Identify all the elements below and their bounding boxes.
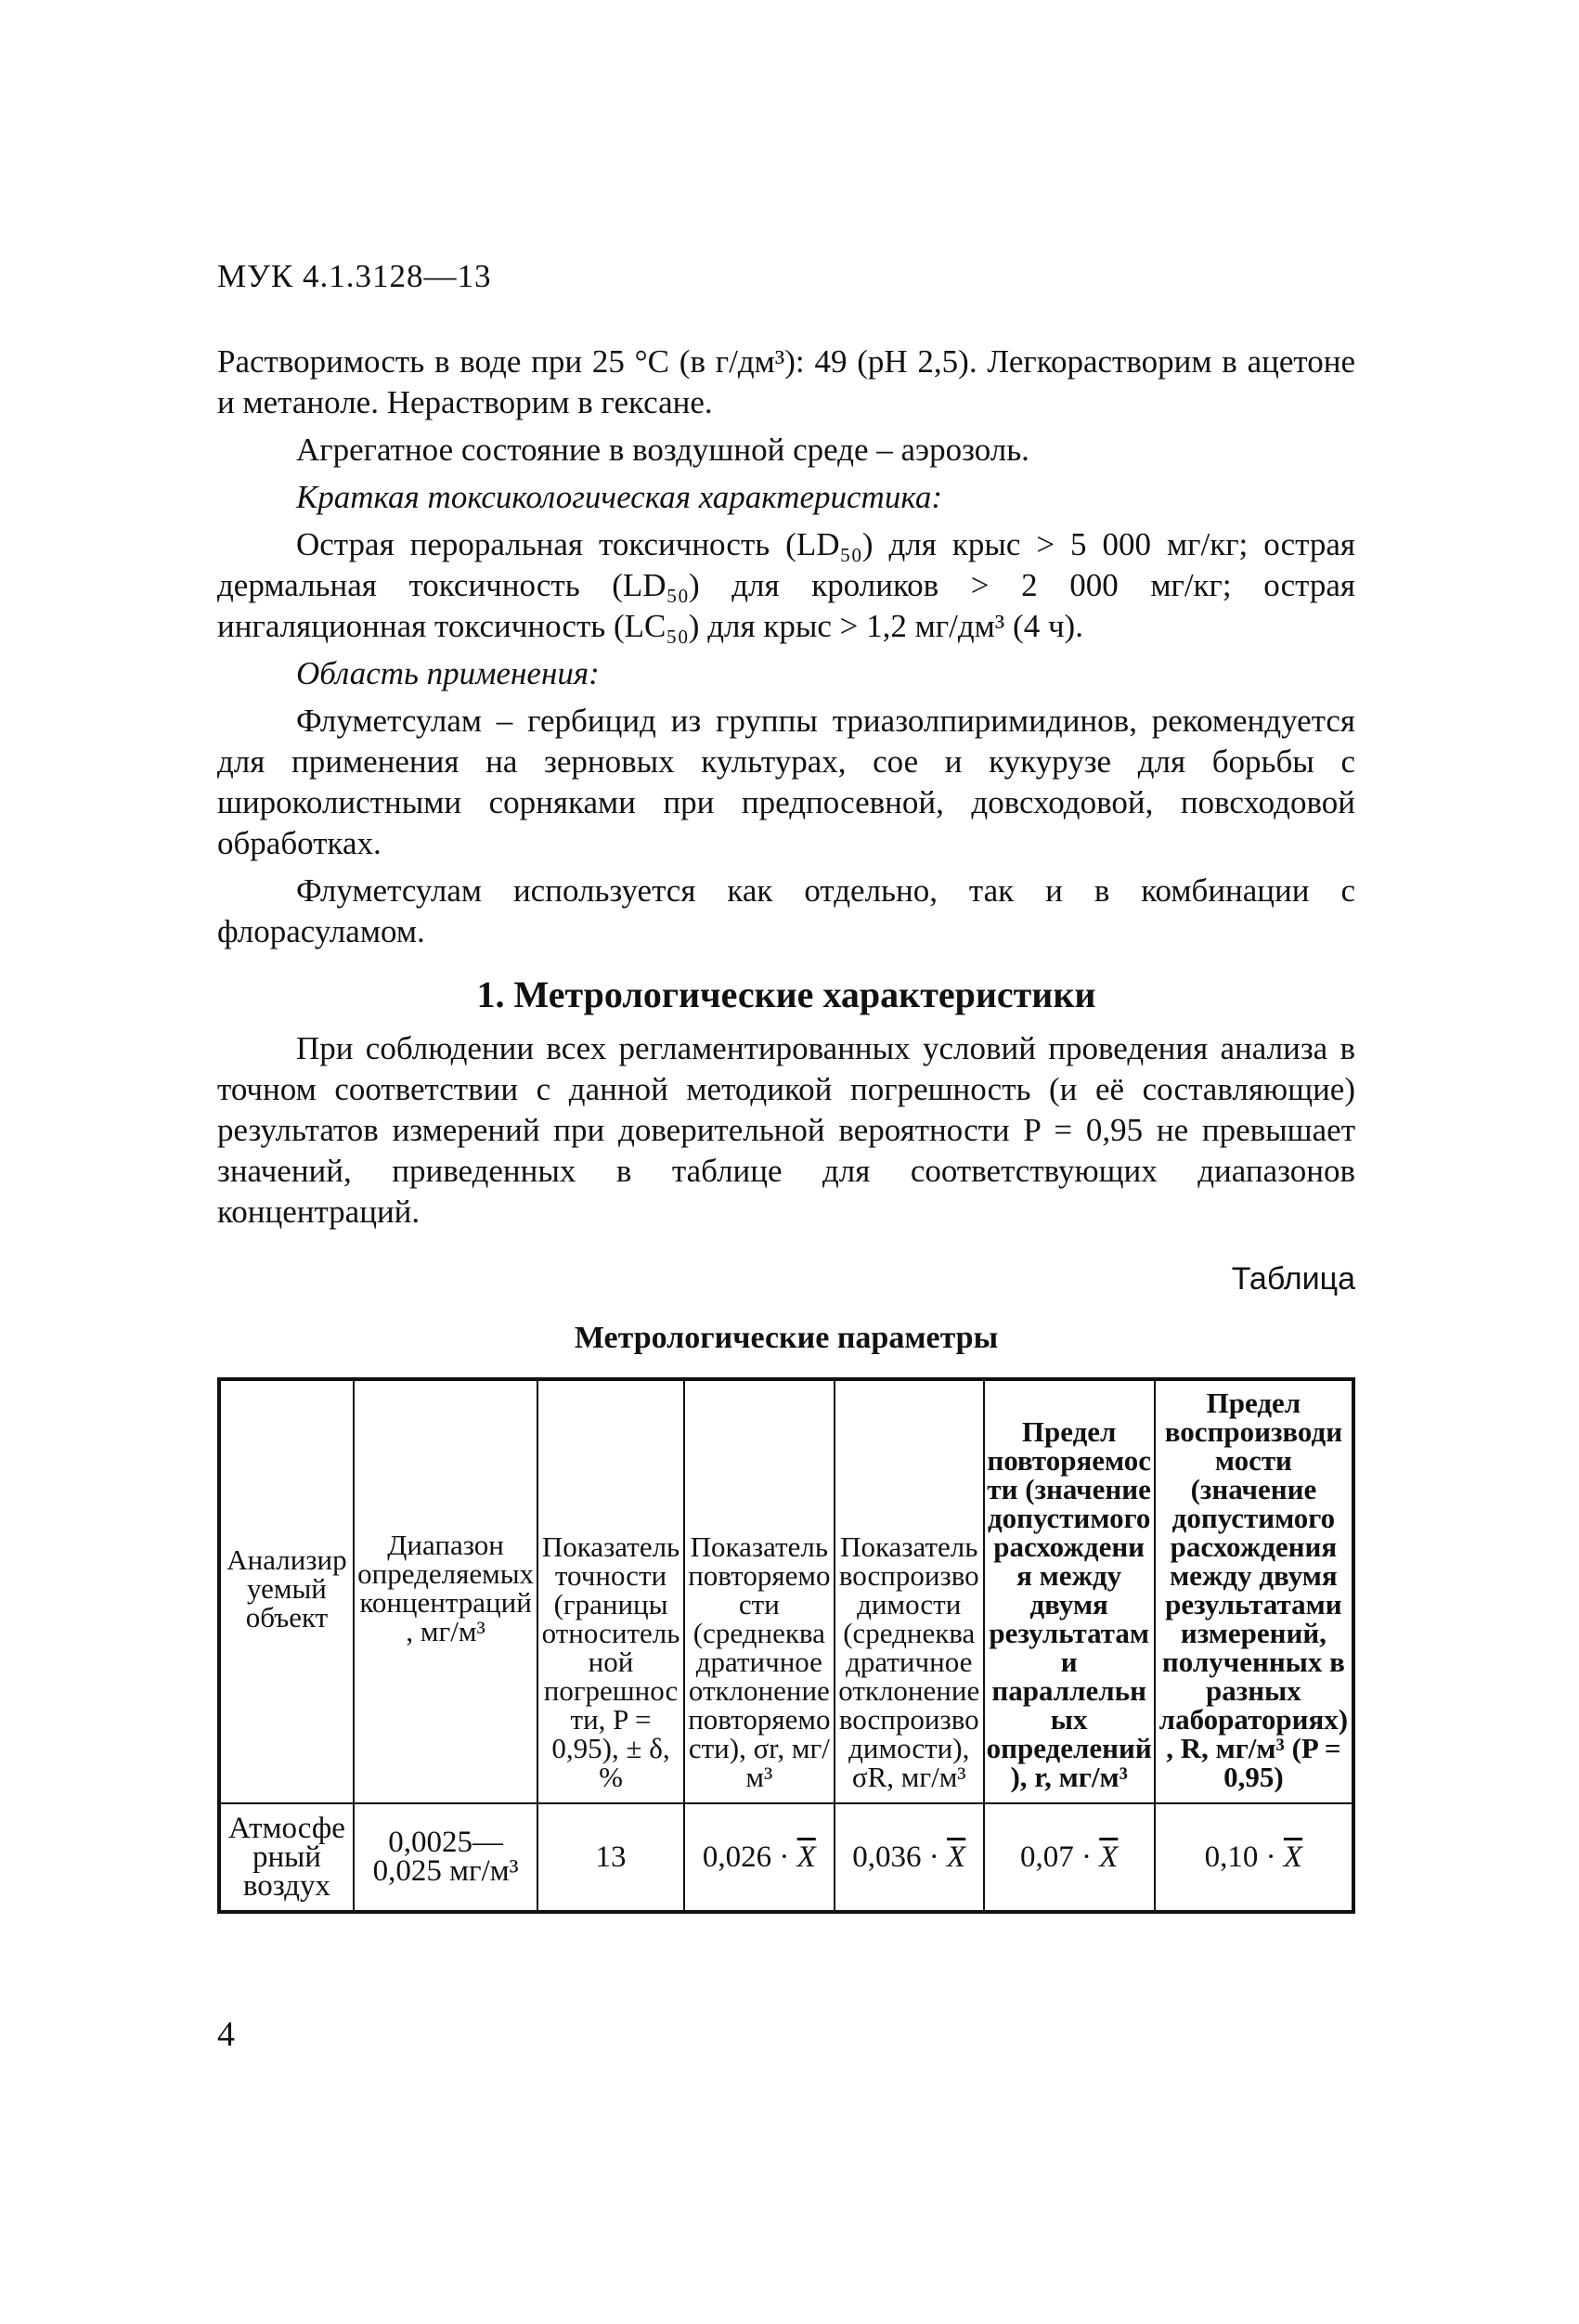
paragraph-combination: Флуметсулам используется как отдельно, так и в комбинации с флорасуламом. [217,872,1355,949]
coef: 0,036 · [852,1840,939,1874]
page-number: 4 [217,2015,235,2054]
metrology-table [217,1377,1355,1914]
paragraph-toxicity: Острая пероральная токсичность (LD₅₀) для крыс > 5 000 мг/кг; острая дермальная токсичность (LD₅₀) для кроликов > 2 000 мг/кг; острая ингаляционная токсичность (LC₅₀) для крыс > 1,2 мг/дм³ (4 ч). [217,526,1355,644]
cell-object: Атмосферный воздух [219,1803,354,1912]
coef: 0,07 · [1019,1840,1092,1874]
cell-repeatability-limit [984,1803,1155,1912]
paragraph-metrology: При соблюдении всех регламентированных условий проведения анализа в точном соответствии с данной методикой погрешность (и её составляющие) результатов измерений при доверительной вероятности P = 0,95 не превышает значений, приведенных в таблице для соответствующих диапазонов концентраций. [217,1030,1355,1230]
table-caption: Метрологические параметры [574,1321,999,1355]
mean-symbol: $\overline{X}$ [1283,1840,1303,1874]
cell-accuracy: 13 [537,1803,683,1912]
section-title: 1. Метрологические характеристики [476,974,1096,1015]
cell-range: 0,0025—0,025 мг/м³ [354,1803,537,1912]
cell-reproducibility-limit [1155,1803,1353,1912]
table-row [219,1803,1353,1912]
cell-reproducibility [835,1803,984,1912]
mean-symbol: $\overline{X}$ [796,1840,816,1874]
heading-toxicology: Краткая токсикологическая характеристика: [296,479,942,515]
mean-symbol: $\overline{X}$ [947,1840,966,1874]
table-label: Таблица [1231,1261,1355,1297]
coef: 0,10 · [1204,1840,1276,1874]
header-accuracy: Показатель точности (границы относительной погрешности, P = 0,95), ± δ, % [537,1379,683,1803]
document-code: МУК 4.1.3128—13 [217,258,492,294]
page-body [217,342,1355,1914]
header-reproducibility: Показатель воспроизводимости (среднеквадратичное отклонение воспроизводимости), σR, мг/м³ [835,1379,984,1803]
header-repeatability-limit: Предел повторяемости (значение допустимого расхождения между двумя результатами параллельных определений), r, мг/м³ [984,1379,1155,1803]
mean-symbol: $\overline{X}$ [1099,1840,1119,1874]
header-repeatability: Показатель повторяемости (среднеквадратичное отклонение повторяемости), σr, мг/м³ [684,1379,835,1803]
cell-repeatability [684,1803,835,1912]
header-reproducibility-limit: Предел воспроизводимости (значение допустимого расхождения между двумя результатами измерений, полученных в разных лабораториях), R, мг/м³ (P = 0,95) [1155,1379,1353,1803]
paragraph-aggregate-state: Агрегатное состояние в воздушной среде – аэрозоль. [296,432,1029,468]
paragraph-solubility: Растворимость в воде при 25 °С (в г/дм³): 49 (рН 2,5). Легкорастворим в ацетоне и метаноле. Нерастворим в гексане. [217,343,1355,420]
coef: 0,026 · [702,1840,790,1874]
header-object: Анализируемый объект [219,1379,354,1803]
paragraph-application: Флуметсулам – гербицид из группы триазолпиримидинов, рекомендуется для применения на зерновых культурах, сое и кукурузе для борьбы с широколистными сорняками при предпосевной, довсходовой, повсходовой обработках. [217,703,1355,861]
header-range: Диапазон определяемых концентраций, мг/м³ [354,1379,537,1803]
heading-application: Область применения: [296,655,600,691]
table-header-row [219,1379,1353,1803]
